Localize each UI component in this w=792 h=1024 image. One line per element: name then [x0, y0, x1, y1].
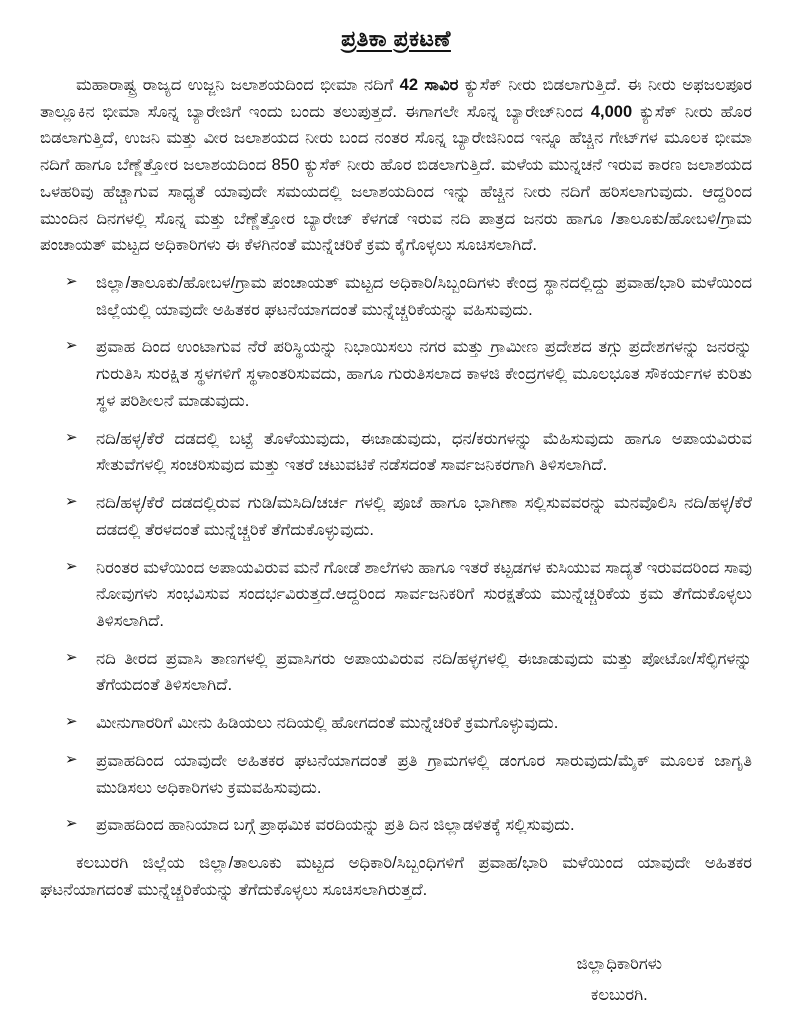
- precaution-item-text: ನದಿ/ಹಳ್ಳ/ಕೆರೆ ದಡದಲ್ಲಿ ಬಟ್ಟೆ ತೊಳೆಯುವುದು, ಈಜಾಡುವುದು, ಧನ/ಕರುಗಳನ್ನು ಮೆಹಿಸುವುದು ಹಾಗೂ ಅಪಾಯವಿರುವ ಸೇತುವೆಗಳಲ್ಲಿ ಸಂಚರಿಸುವುದ ಮತ್ತು ಇತರೆ ಚಟುವಟಿಕೆ ನಡೆಸದಂತೆ ಸಾರ್ವಜನಿಕರಗಾಗಿ ತಿಳಿಸಲಾಗಿದೆ.: [96, 429, 752, 475]
- precaution-item: [65, 748, 752, 801]
- arrow-bullet-icon: ➢: [65, 713, 78, 731]
- closing-paragraph: ಕಲಬುರಗಿ ಜಿಲ್ಲೆಯ ಜಿಲ್ಲಾ/ತಾಲೂಕು ಮಟ್ಟದ ಅಧಿಕಾರಿ/ಸಿಬ್ಬಂಧಿಗಳಿಗೆ ಪ್ರವಾಹ/ಭಾರಿ ಮಳೆಯಿಂದ ಯಾವುದೇ ಅಹಿತಕರ ಘಟನೆಯಾಗದಂತೆ ಮುನ್ನೆಚ್ಚರಿಕೆಯನ್ನು ತೆಗೆದುಕೊಳ್ಳಲು ಸೂಚಿಸಲಾಗಿರುತ್ತದೆ.: [40, 853, 752, 899]
- intro-text: ಕ್ಯುಸೆಕ್ ನೀರು ಹೊರ ಬಿಡಲಾಗುತ್ತಿದೆ, ಉಜನಿ ಮತ್ತು ವೀರ ಜಲಾಶಯದ ನೀರು ಬಂದ ನಂತರ ಸೊನ್ನ ಬ್ಯಾರೇಜಿನಿಂದ ಇನ್ನೂ ಹೆಚ್ಚಿನ ಗೇಟ್‌ಗಳ ಮೂಲಕ ಭೀಮಾ ನದಿಗೆ ಹಾಗೂ ಬೆಣ್ಣೆತ್ತೋರ ಜಲಾಶಯದಿಂದ 850 ಕ್ಯುಸೆಕ್ ನೀರು ಹೊರ ಬಿಡಲಾಗುತ್ತಿದೆ. ಮಳೆಯ ಮುನ್ನಚನೆ ಇರುವ ಕಾರಣ ಜಲಾಶಯದ ಒಳಹರಿವು ಹೆಚ್ಚಾಗುವ ಸಾಧ್ಯತೆ ಯಾವುದೇ ಸಮಯದಲ್ಲಿ ಜಲಾಶಯದಿಂದ ಇನ್ನು ಹೆಚ್ಚಿನ ನೀರು ನದಿಗೆ ಹರಿಸಲಾಗುವುದು. ಆದ್ದರಿಂದ ಮುಂದಿನ ದಿನಗಳಲ್ಲಿ ಸೊನ್ನ ಮತ್ತು ಬೆಣ್ಣೆತ್ತೋರ ಬ್ಯಾರೇಜ್ ಕೆಳಗಡೆ ಇರುವ ನದಿ ಪಾತ್ರದ ಜನರು ಹಾಗೂ /ತಾಲೂಕು/ಹೋಬಳಿ/ಗ್ರಾಮ ಪಂಚಾಯತ್ ಮಟ್ಟದ ಅಧಿಕಾರಿಗಳು ಈ ಕೆಳಗಿನಂತೆ ಮುನ್ನೆಚರಿಕೆ ಕ್ರಮ ಕೈಗೊಳ್ಳಲು ಸೂಚಿಸಲಾಗಿದೆ.: [40, 102, 752, 255]
- precaution-item: [65, 426, 752, 479]
- precaution-item-text: ಪ್ರವಾಹ ದಿಂದ ಉಂಟಾಗುವ ನೆರೆ ಪರಿಸ್ಥಿಯನ್ನು ನಿಭಾಯಿಸಲು ನಗರ ಮತ್ತು ಗ್ರಾಮೀಣ ಪ್ರದೇಶದ ತಗ್ಗು ಪ್ರದೇಶಗಳನ್ನು ಜನರನ್ನು ಗುರುತಿಸಿ ಸುರಕ್ಷಿತ ಸ್ಥಳಗಳಿಗೆ ಸ್ಥಳಾಂತರಿಸುವದು, ಹಾಗೂ ಗುರುತಿಸಲಾದ ಕಾಳಜಿ ಕೇಂದ್ರಗಳಲ್ಲಿ ಮೂಲಭೂತ ಸೌಕರ್ಯಗಳ ಕುರಿತು ಸ್ಥಳ ಪರಿಶೀಲನೆ ಮಾಡುವುದು.: [96, 338, 752, 410]
- precaution-item-text: ನಿರಂತರ ಮಳೆಯಿಂದ ಅಪಾಯವಿರುವ ಮನೆ ಗೋಡೆ ಶಾಲೆಗಳು ಹಾಗೂ ಇತರೆ ಕಟ್ಟಡಗಳ ಕುಸಿಯುವ ಸಾದ್ಯತೆ ಇರುವದರಿಂದ ಸಾವು ನೋವುಗಳು ಸಂಭವಿಸುವ ಸಂದರ್ಭವಿರುತ್ತದೆ.ಆದ್ದರಿಂದ ಸಾರ್ವಜನಿಕರಿಗೆ ಸುರಕ್ಷತೆಯ ಮುನ್ನೆಚ್ಚರಿಕೆಯ ಕ್ರಮ ತೆಗೆದುಕೊಳ್ಳಲು ತಿಳಿಸಲಾಗಿದೆ.: [96, 558, 752, 630]
- arrow-bullet-icon: ➢: [65, 815, 78, 833]
- arrow-bullet-icon: ➢: [65, 428, 78, 446]
- precaution-item-text: ಜಿಲ್ಲಾ/ತಾಲೂಕು/ಹೋಬಳ/ಗ್ರಾಮ ಪಂಚಾಯತ್ ಮಟ್ಟದ ಅಧಿಕಾರಿ/ಸಿಬ್ಬಂದಿಗಳು ಕೇಂದ್ರ ಸ್ಥಾನದಲ್ಲಿದ್ದು ಪ್ರವಾಹ/ಭಾರಿ ಮಳೆಯಿಂದ ಜಿಲ್ಲೆಯಲ್ಲಿ ಯಾವುದೇ ಅಹಿತಕರ ಘಟನೆಯಾಗದಂತೆ ಮುನ್ನೆಚ್ಚರಿಕೆಯನ್ನು ವಹಿಸುವುದು.: [96, 274, 752, 319]
- precaution-item: [65, 490, 752, 543]
- intro-text: ಮಹಾರಾಷ್ಟ್ರ ರಾಜ್ಯದ ಉಜ್ಜನಿ ಜಲಾಶಯದಿಂದ ಭೀಮಾ ನದಿಗೆ: [76, 76, 400, 94]
- precaution-item: [65, 812, 752, 839]
- signature-block: [577, 949, 662, 1010]
- arrow-bullet-icon: ➢: [65, 493, 78, 511]
- arrow-bullet-icon: ➢: [65, 273, 78, 291]
- precaution-item-text: ಮೀನುಗಾರರಿಗೆ ಮೀನು ಹಿಡಿಯಲು ನದಿಯಲ್ಲಿ ಹೋಗದಂತೆ ಮುನ್ನೆಚರಿಕೆ ಕ್ರಮಗೊಳ್ಳುವುದು.: [96, 714, 559, 733]
- precaution-item-text: ನದಿ ತೀರದ ಪ್ರವಾಸಿ ತಾಣಗಳಲ್ಲಿ ಪ್ರವಾಸಿಗರು ಅಪಾಯವಿರುವ ನದಿ/ಹಳ್ಳಗಳಲ್ಲಿ ಈಜಾಡುವುದು ಮತ್ತು ಪೋಟೋ/ಸೆಲ್ಫಿಗಳನ್ನು ತೆಗೆಯದಂತೆ ತಿಳಿಸಲಾಗಿದೆ.: [96, 649, 752, 695]
- arrow-bullet-icon: ➢: [65, 750, 78, 768]
- precaution-item-text: ಪ್ರವಾಹದಿಂದ ಹಾನಿಯಾದ ಬಗ್ಗೆ ಪ್ರಾಥಮಿಕ ವರದಿಯನ್ನು ಪ್ರತಿ ದಿನ ಜಿಲ್ಲಾಡಳಿತಕ್ಕೆ ಸಲ್ಲಿಸುವುದು.: [96, 816, 575, 835]
- arrow-bullet-icon: ➢: [65, 557, 78, 575]
- precaution-item: [65, 710, 752, 737]
- precaution-item: [65, 646, 752, 699]
- intro-bold-value: 42 ಸಾವಿರ: [399, 76, 459, 94]
- precaution-item: [65, 334, 752, 414]
- intro-bold-value: 4,000: [590, 102, 633, 121]
- arrow-bullet-icon: ➢: [65, 648, 78, 666]
- precaution-item: [65, 270, 752, 323]
- page-title: ಪ್ರತಿಕಾ ಪ್ರಕಟಣೆ: [341, 26, 451, 51]
- precaution-list: [40, 270, 752, 839]
- precaution-item-text: ನದಿ/ಹಳ್ಳ/ಕೆರೆ ದಡದಲ್ಲಿರುವ ಗುಡಿ/ಮಸಿದಿ/ಚರ್ಚ ಗಳಲ್ಲಿ ಪೂಜೆ ಹಾಗೂ ಭಾಗಿಣಾ ಸಲ್ಲಿಸುವವರನ್ನು ಮನವೊಲಿಸಿ ನದಿ/ಹಳ್ಳ/ಕೆರೆ ದಡದಲ್ಲಿ ತೆರಳದಂತೆ ಮುನ್ನೆಚ್ಚರಿಕೆ ತೆಗೆದುಕೊಳ್ಳುವುದು.: [96, 494, 752, 539]
- intro-paragraph: [40, 72, 752, 259]
- signature-place: ಕಲಬುರಗಿ.: [590, 985, 648, 1004]
- precaution-item-text: ಪ್ರವಾಹದಿಂದ ಯಾವುದೇ ಅಹಿತಕರ ಘಟನೆಯಾಗದಂತೆ ಪ್ರತಿ ಗ್ರಾಮಗಳಲ್ಲಿ ಡಂಗೂರ ಸಾರುವುದು/ಮೈಕ್ ಮೂಲಕ ಜಾಗೃತಿ ಮುಡಿಸಲು ಅಧಿಕಾರಿಗಳು ಕ್ರಮವಹಿಸುವುದು.: [96, 751, 752, 797]
- signature-designation: ಜಿಲ್ಲಾಧಿಕಾರಿಗಳು: [576, 955, 662, 974]
- precaution-item: [65, 555, 752, 635]
- intro-text: ಕ್ಯುಸೆಕ್ ನೀರು ಬಿಡಲಾಗುತ್ತಿದೆ. ಈ ನೀರು ಅಫಜಲಪೂರ ತಾಲ್ಲೂಕಿನ ಭೀಮಾ ಸೊನ್ನ ಬ್ಯಾರೇಜಿಗೆ ಇಂದು ಬಂದು ತಲುಪುತ್ತದೆ. ಈಗಾಗಲೇ ಸೊನ್ನ ಬ್ಯಾರೇಜ್‌ನಿಂದ: [40, 76, 753, 121]
- arrow-bullet-icon: ➢: [65, 337, 78, 355]
